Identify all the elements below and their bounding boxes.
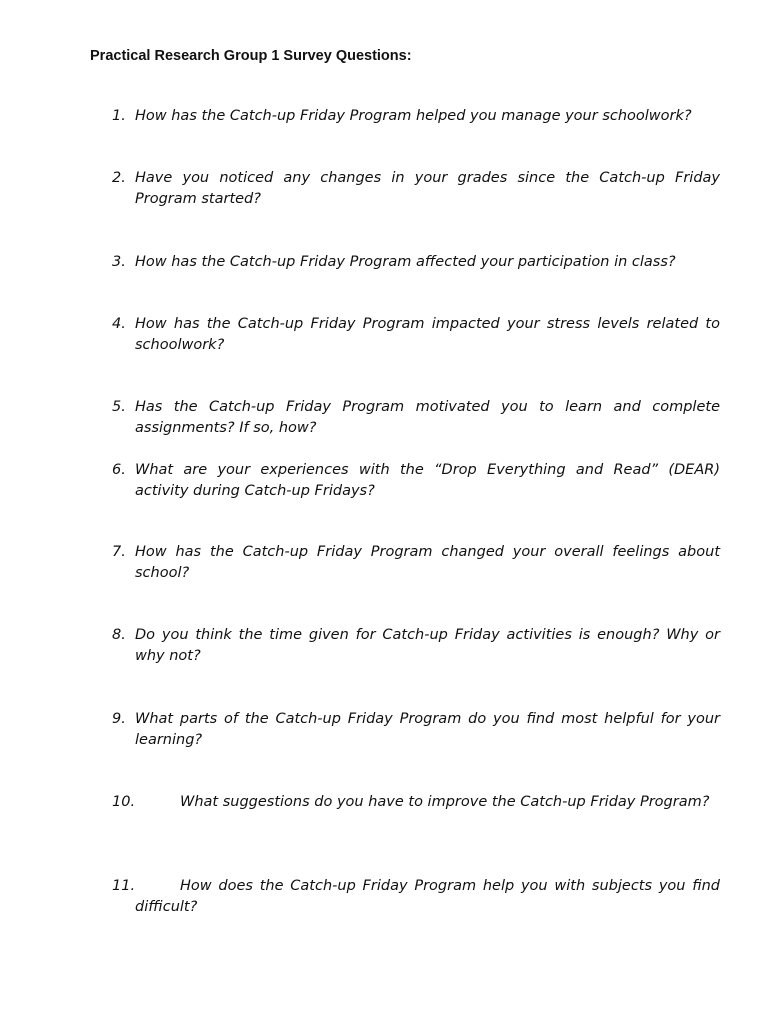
- survey-question-6: [112, 460, 720, 502]
- survey-question-1: [112, 106, 720, 127]
- question-text: What are your experiences with the “Drop Everything and Read” (DEAR) activity during Catch-up Fridays?: [135, 462, 720, 499]
- survey-question-3: [112, 252, 720, 273]
- question-text: What suggestions do you have to improve the Catch-up Friday Program?: [180, 794, 710, 810]
- question-number: 5.: [112, 399, 126, 415]
- question-text: Has the Catch-up Friday Program motivated you to learn and complete assignments? If so, how?: [135, 399, 720, 436]
- survey-question-2: [112, 168, 720, 210]
- question-number: 6.: [112, 462, 126, 478]
- question-number: 1.: [112, 108, 126, 124]
- question-number: 3.: [112, 254, 126, 270]
- question-text: How has the Catch-up Friday Program affected your participation in class?: [135, 254, 676, 270]
- question-text: How has the Catch-up Friday Program impacted your stress levels related to schoolwork?: [135, 316, 720, 353]
- survey-question-4: [112, 314, 720, 356]
- question-number: 10.: [112, 794, 136, 810]
- document-title: Practical Research Group 1 Survey Questions:: [90, 48, 412, 64]
- question-number: 2.: [112, 170, 126, 186]
- survey-question-11: [112, 876, 720, 918]
- question-number: 11.: [112, 878, 136, 894]
- question-text: How has the Catch-up Friday Program changed your overall feelings about school?: [135, 544, 720, 581]
- question-number: 9.: [112, 711, 126, 727]
- question-text: How does the Catch-up Friday Program help you with subjects you find difficult?: [135, 878, 720, 915]
- question-text: How has the Catch-up Friday Program helped you manage your schoolwork?: [135, 108, 692, 124]
- survey-question-9: [112, 709, 720, 751]
- survey-question-5: [112, 397, 720, 439]
- question-text: Do you think the time given for Catch-up Friday activities is enough? Why or why not?: [135, 627, 720, 664]
- survey-question-10: [112, 792, 720, 813]
- question-text: Have you noticed any changes in your grades since the Catch-up Friday Program started?: [135, 170, 720, 207]
- question-number: 4.: [112, 316, 126, 332]
- question-number: 8.: [112, 627, 126, 643]
- survey-question-8: [112, 625, 720, 667]
- question-text: What parts of the Catch-up Friday Program do you find most helpful for your learning?: [135, 711, 720, 748]
- question-number: 7.: [112, 544, 126, 560]
- survey-question-7: [112, 542, 720, 584]
